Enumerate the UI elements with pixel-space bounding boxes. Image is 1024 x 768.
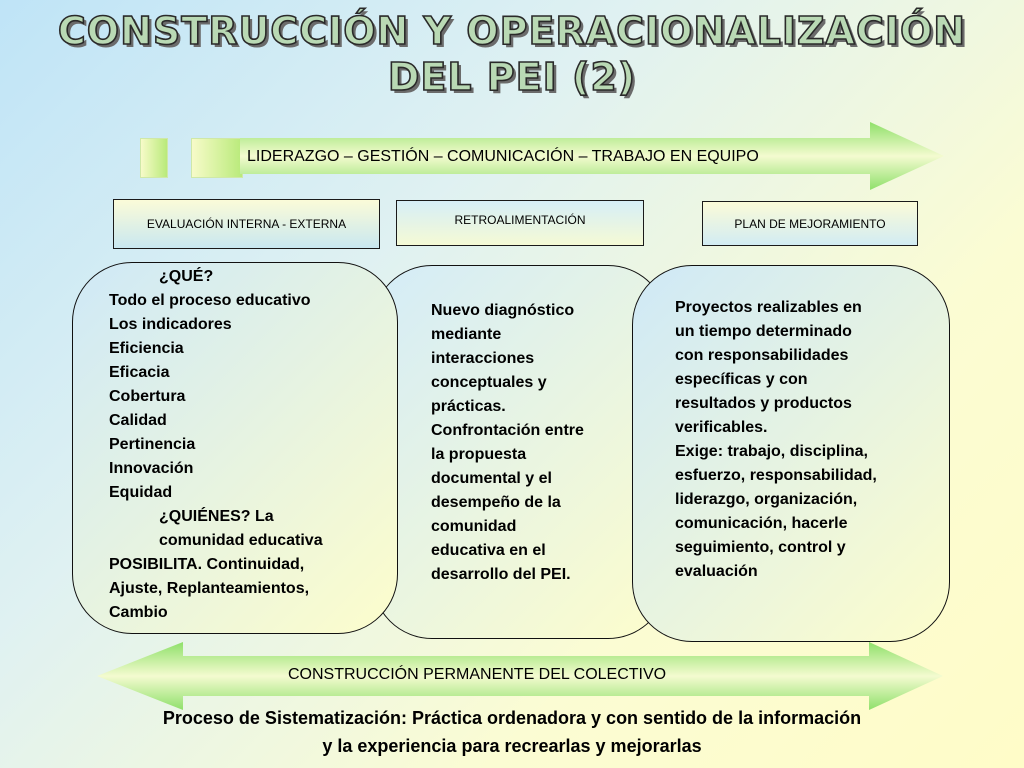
top-arrow-label: LIDERAZGO – GESTIÓN – COMUNICACIÓN – TRABAJO EN EQUIPO	[247, 148, 759, 165]
left-item: Los indicadores	[109, 316, 232, 333]
right-line: liderazgo, organización,	[675, 491, 858, 508]
left-item: Eficiencia	[109, 340, 184, 357]
posibilita-line: POSIBILITA. Continuidad,	[109, 556, 305, 573]
middle-line: conceptuales y	[431, 374, 547, 391]
middle-line: educativa en el	[431, 542, 546, 559]
header-evaluacion-label: EVALUACIÓN INTERNA - EXTERNA	[146, 217, 347, 231]
slide-title	[0, 8, 1024, 100]
left-item: Pertinencia	[109, 436, 196, 453]
middle-line: desempeño de la	[431, 494, 561, 511]
right-line: Exige: trabajo, disciplina,	[675, 443, 868, 460]
right-line: resultados y productos	[675, 395, 852, 412]
left-item: Eficacia	[109, 364, 170, 381]
quienes-text: comunidad educativa	[159, 532, 323, 549]
posibilita-line: Ajuste, Replanteamientos,	[109, 580, 310, 597]
middle-line: Confrontación entre	[431, 422, 584, 439]
middle-line: desarrollo del PEI.	[431, 566, 571, 583]
footer-text	[0, 704, 1024, 760]
right-line: comunicación, hacerle	[675, 515, 848, 532]
footer-line1: Proceso de Sistematización: Práctica ordenadora y con sentido de la información	[162, 708, 862, 728]
right-line: Proyectos realizables en	[675, 299, 862, 316]
slide-title-line1: CONSTRUCCIÓN Y OPERACIONALIZACIÓN	[57, 9, 967, 53]
box-retroalimentacion	[372, 265, 668, 639]
header-retroalimentacion-label: RETROALIMENTACIÓN	[454, 213, 586, 227]
decor-square-1	[140, 138, 168, 178]
header-plan-label: PLAN DE MEJORAMIENTO	[734, 216, 886, 231]
middle-line: prácticas.	[431, 398, 506, 415]
right-line: seguimiento, control y	[675, 539, 846, 556]
right-line: esfuerzo, responsabilidad,	[675, 467, 877, 484]
left-item: Cobertura	[109, 388, 186, 405]
middle-line: mediante	[431, 326, 502, 343]
middle-line: interacciones	[431, 350, 535, 367]
decor-square-2	[191, 138, 243, 178]
header-retroalimentacion	[396, 200, 644, 246]
left-item: Equidad	[109, 484, 173, 501]
header-plan	[702, 201, 918, 246]
left-item: Calidad	[109, 412, 167, 429]
right-line: con responsabilidades	[675, 347, 849, 364]
box-evaluacion	[72, 262, 398, 634]
left-item: Innovación	[109, 460, 194, 477]
middle-line: documental y el	[431, 470, 552, 487]
left-item: Todo el proceso educativo	[109, 292, 311, 309]
bottom-arrow-label: CONSTRUCCIÓN PERMANENTE DEL COLECTIVO	[288, 666, 667, 683]
middle-line: Nuevo diagnóstico	[431, 302, 575, 319]
header-evaluacion	[113, 199, 380, 249]
quienes-heading: ¿QUIÉNES? La	[159, 508, 274, 525]
box-plan	[632, 265, 950, 642]
right-line: verificables.	[675, 419, 768, 436]
middle-line: la propuesta	[431, 446, 527, 463]
middle-line: comunidad	[431, 518, 517, 535]
footer-line2: y la experiencia para recrearlas y mejorarlas	[322, 736, 702, 756]
right-line: específicas y con	[675, 371, 808, 388]
right-line: un tiempo determinado	[675, 323, 852, 340]
right-line: evaluación	[675, 563, 758, 580]
que-heading: ¿QUÉ?	[159, 268, 214, 285]
posibilita-line: Cambio	[109, 604, 168, 621]
slide-title-line2: DEL PEI (2)	[387, 55, 637, 99]
